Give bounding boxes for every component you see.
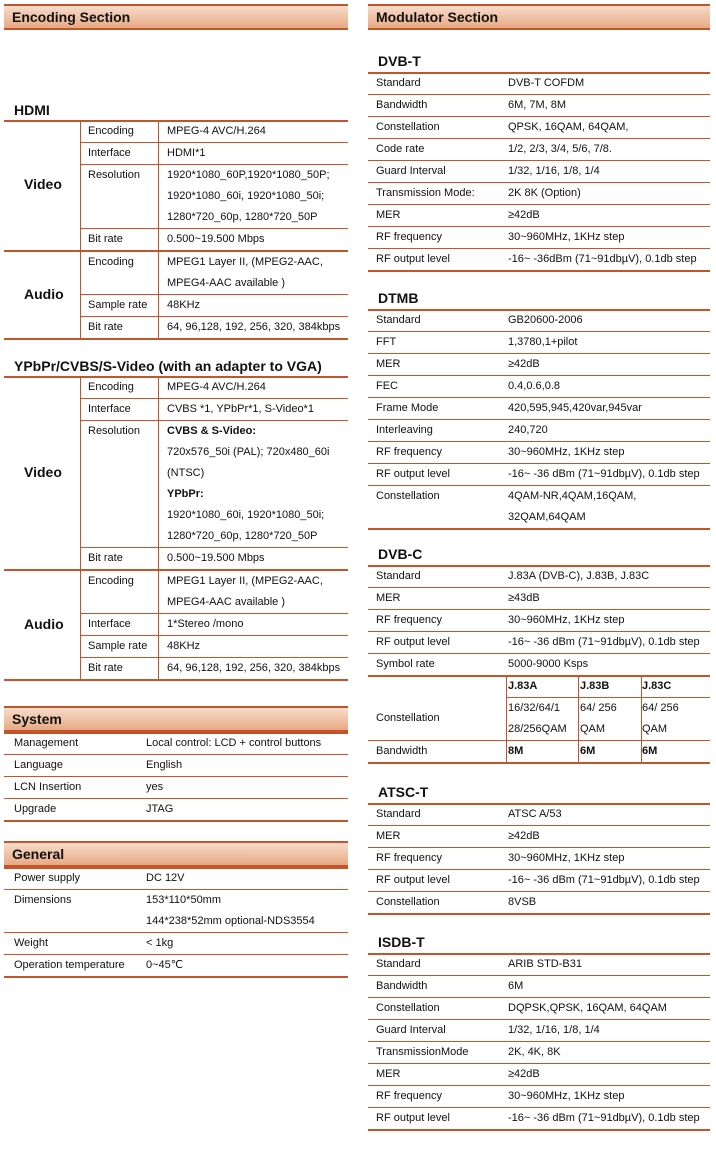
- dtmb-top-rule: [368, 309, 710, 311]
- isdbt-row-divider: [368, 1019, 710, 1020]
- ypbpr-video-value: (NTSC): [167, 467, 205, 479]
- ypbpr-video-value: MPEG-4 AVC/H.264: [167, 381, 266, 393]
- dvbc-key: RF output level: [376, 636, 450, 648]
- isdbt-value: ≥42dB: [508, 1068, 540, 1080]
- ypbpr-audio-value: MPEG4-AAC available ): [167, 596, 285, 608]
- dvbc-value: 30~960MHz, 1KHz step: [508, 614, 625, 626]
- hdmi-bottom-rule: [4, 338, 348, 340]
- ypbpr-video-value: 720x576_50i (PAL); 720x480_60i: [167, 446, 330, 458]
- dvbt-value: ≥42dB: [508, 209, 540, 221]
- dvbt-row-divider: [368, 138, 710, 139]
- hdmi-audio-value: 48KHz: [167, 299, 201, 311]
- dtmb-value: ≥42dB: [508, 358, 540, 370]
- ypbpr-video-value: 1280*720_60p, 1280*720_50P: [167, 530, 318, 542]
- dvbc-bandwidth-value: 6M: [580, 745, 596, 757]
- dtmb-key: Interleaving: [376, 424, 433, 436]
- general-key: Operation temperature: [14, 959, 125, 971]
- ypbpr-col-divider: [80, 376, 81, 569]
- dvbc-constellation-value: 16/32/64/1: [508, 702, 560, 714]
- dtmb-row-divider: [368, 485, 710, 486]
- dtmb-row-divider: [368, 419, 710, 420]
- ypbpr-video-label: Video: [24, 463, 62, 480]
- general-value: 153*110*50mm: [146, 894, 222, 906]
- hdmi-audio-key: Sample rate: [88, 299, 148, 311]
- ypbpr-video-key: Interface: [88, 403, 131, 415]
- atsc-row-divider: [368, 847, 710, 848]
- dvbt-value: QPSK, 16QAM, 64QAM,: [508, 121, 629, 133]
- dvbc-value: -16~ -36 dBm (71~91dbµV), 0.1db step: [508, 636, 700, 648]
- ypbpr-video-value: CVBS *1, YPbPr*1, S-Video*1: [167, 403, 314, 415]
- hdmi-title: HDMI: [14, 102, 50, 118]
- hdmi-video-key: Resolution: [88, 169, 140, 181]
- dvbt-value: 1/2, 2/3, 3/4, 5/6, 7/8.: [508, 143, 612, 155]
- ypbpr-video-key: Resolution: [88, 425, 140, 437]
- atsc-key: RF output level: [376, 874, 450, 886]
- atsc-value: ≥42dB: [508, 830, 540, 842]
- dvbt-row-divider: [368, 94, 710, 95]
- dvbt-key: Bandwidth: [376, 99, 428, 111]
- isdbt-value: 30~960MHz, 1KHz step: [508, 1090, 625, 1102]
- hdmi-col-divider: [158, 251, 159, 338]
- system-section-header: System: [4, 706, 348, 732]
- ypbpr-audio-label: Audio: [24, 615, 64, 632]
- isdbt-key: TransmissionMode: [376, 1046, 469, 1058]
- hdmi-video-value: 0.500~19.500 Mbps: [167, 233, 265, 245]
- dvbc-value: J.83A (DVB-C), J.83B, J.83C: [508, 570, 650, 582]
- general-value: 144*238*52mm optional-NDS3554: [146, 915, 315, 927]
- dtmb-key: FFT: [376, 336, 397, 348]
- dvbc-constellation-key: Constellation: [376, 712, 440, 724]
- dvbc-constellation-value: QAM: [642, 723, 668, 735]
- hdmi-video-value: 1920*1080_60P,1920*1080_50P;: [167, 169, 330, 181]
- system-row-divider: [4, 754, 348, 755]
- isdbt-row-divider: [368, 975, 710, 976]
- hdmi-row-divider: [80, 228, 348, 229]
- ypbpr-audio-key: Encoding: [88, 575, 134, 587]
- dvbt-value: 2K 8K (Option): [508, 187, 581, 199]
- hdmi-row-divider: [80, 294, 348, 295]
- dtmb-key: RF frequency: [376, 446, 443, 458]
- ypbpr-title: YPbPr/CVBS/S-Video (with an adapter to VGA): [14, 358, 322, 374]
- dvbt-top-rule: [368, 72, 710, 74]
- atsc-key: RF frequency: [376, 852, 443, 864]
- dvbc-constellation-value: QAM: [580, 723, 606, 735]
- dvbt-key: RF output level: [376, 253, 450, 265]
- encoding-section-header: Encoding Section: [4, 4, 348, 30]
- hdmi-video-key: Bit rate: [88, 233, 123, 245]
- hdmi-video-value: 1280*720_60p, 1280*720_50P: [167, 211, 318, 223]
- isdbt-top-rule: [368, 953, 710, 955]
- ypbpr-audio-value: MPEG1 Layer II, (MPEG2-AAC,: [167, 575, 323, 587]
- hdmi-row-divider: [80, 142, 348, 143]
- system-key: LCN Insertion: [14, 781, 82, 793]
- general-row-divider: [4, 954, 348, 955]
- dtmb-title: DTMB: [378, 290, 419, 306]
- dtmb-value: -16~ -36 dBm (71~91dbµV), 0.1db step: [508, 468, 700, 480]
- dvbc-row-divider: [368, 587, 710, 588]
- atsc-row-divider: [368, 891, 710, 892]
- dtmb-row-divider: [368, 331, 710, 332]
- isdbt-row-divider: [368, 1107, 710, 1108]
- hdmi-row-divider: [80, 164, 348, 165]
- ypbpr-bottom-rule: [4, 679, 348, 681]
- dvbc-row-divider: [368, 740, 710, 741]
- isdbt-row-divider: [368, 1063, 710, 1064]
- dtmb-row-divider: [368, 353, 710, 354]
- ypbpr-video-key: Bit rate: [88, 552, 123, 564]
- ypbpr-video-value: CVBS & S-Video:: [167, 425, 257, 437]
- dvbt-key: Guard Interval: [376, 165, 446, 177]
- isdbt-value: DQPSK,QPSK, 16QAM, 64QAM: [508, 1002, 667, 1014]
- general-row-divider: [4, 889, 348, 890]
- dvbt-value: 1/32, 1/16, 1/8, 1/4: [508, 165, 600, 177]
- dtmb-key: MER: [376, 358, 401, 370]
- dvbt-row-divider: [368, 116, 710, 117]
- dvbc-bandwidth-key: Bandwidth: [376, 745, 428, 757]
- dvbc-key: Standard: [376, 570, 421, 582]
- dvbt-row-divider: [368, 248, 710, 249]
- hdmi-video-key: Encoding: [88, 125, 134, 137]
- dvbc-top-rule: [368, 565, 710, 567]
- isdbt-value: 2K, 4K, 8K: [508, 1046, 561, 1058]
- ypbpr-video-value: YPbPr:: [167, 488, 204, 500]
- isdbt-value: ARIB STD-B31: [508, 958, 582, 970]
- dvbt-row-divider: [368, 204, 710, 205]
- dtmb-value: 1,3780,1+pilot: [508, 336, 578, 348]
- dvbt-key: Constellation: [376, 121, 440, 133]
- ypbpr-audio-value: 1*Stereo /mono: [167, 618, 244, 630]
- isdbt-key: MER: [376, 1068, 401, 1080]
- dvbc-value: ≥43dB: [508, 592, 540, 604]
- dvbt-row-divider: [368, 160, 710, 161]
- dvbc-constellation-value: 28/256QAM: [508, 723, 567, 735]
- dtmb-row-divider: [368, 441, 710, 442]
- dtmb-value: 4QAM-NR,4QAM,16QAM,: [508, 490, 637, 502]
- ypbpr-audio-value: 48KHz: [167, 640, 201, 652]
- ypbpr-audio-key: Sample rate: [88, 640, 148, 652]
- ypbpr-row-divider: [80, 398, 348, 399]
- system-key: Management: [14, 737, 79, 749]
- hdmi-top-rule: [4, 120, 348, 122]
- ypbpr-video-key: Encoding: [88, 381, 134, 393]
- hdmi-row-divider: [80, 316, 348, 317]
- isdbt-key: Standard: [376, 958, 421, 970]
- hdmi-col-divider: [80, 251, 81, 338]
- dvbt-value: DVB-T COFDM: [508, 77, 585, 89]
- ypbpr-row-divider: [80, 613, 348, 614]
- dvbt-value: 6M, 7M, 8M: [508, 99, 567, 111]
- dvbt-key: Code rate: [376, 143, 425, 155]
- general-top-rule: [4, 867, 348, 869]
- dtmb-value: 30~960MHz, 1KHz step: [508, 446, 625, 458]
- isdbt-key: RF output level: [376, 1112, 450, 1124]
- system-top-rule: [4, 732, 348, 734]
- hdmi-audio-value: MPEG4-AAC available ): [167, 277, 285, 289]
- dtmb-key: Standard: [376, 314, 421, 326]
- dvbt-title: DVB-T: [378, 53, 421, 69]
- general-value: < 1kg: [146, 937, 174, 949]
- dvbc-constellation-value: 64/ 256: [642, 702, 679, 714]
- atsc-key: Constellation: [376, 896, 440, 908]
- dvbt-bottom-rule: [368, 270, 710, 272]
- ypbpr-audio-key: Interface: [88, 618, 131, 630]
- dtmb-key: Frame Mode: [376, 402, 439, 414]
- dvbt-value: -16~ -36dBm (71~91dbµV), 0.1db step: [508, 253, 697, 265]
- hdmi-col-divider: [80, 120, 81, 250]
- system-value: yes: [146, 781, 164, 793]
- dvbt-value: 30~960MHz, 1KHz step: [508, 231, 625, 243]
- atsc-row-divider: [368, 869, 710, 870]
- general-key: Weight: [14, 937, 49, 949]
- hdmi-video-label: Video: [24, 176, 62, 192]
- system-value: English: [146, 759, 183, 771]
- dvbt-key: RF frequency: [376, 231, 443, 243]
- system-bottom-rule: [4, 820, 348, 822]
- ypbpr-col-divider: [158, 376, 159, 569]
- dtmb-row-divider: [368, 375, 710, 376]
- system-key: Language: [14, 759, 63, 771]
- dvbc-bandwidth-value: 8M: [508, 745, 524, 757]
- isdbt-row-divider: [368, 997, 710, 998]
- general-value: DC 12V: [146, 872, 185, 884]
- ypbpr-col-divider: [158, 570, 159, 679]
- isdbt-title: ISDB-T: [378, 934, 425, 950]
- general-section-header: General: [4, 841, 348, 867]
- general-row-divider: [4, 932, 348, 933]
- dvbc-key: RF frequency: [376, 614, 443, 626]
- hdmi-audio-key: Encoding: [88, 256, 134, 268]
- dvbc-col-divider: [506, 675, 507, 762]
- dvbc-row-divider: [368, 609, 710, 610]
- dtmb-key: Constellation: [376, 490, 440, 502]
- dtmb-value: 240,720: [508, 424, 548, 436]
- ypbpr-video-value: 1920*1080_60i, 1920*1080_50i;: [167, 509, 325, 521]
- ypbpr-group-divider: [4, 569, 348, 571]
- isdbt-key: Guard Interval: [376, 1024, 446, 1036]
- dvbt-key: MER: [376, 209, 401, 221]
- ypbpr-row-divider: [80, 420, 348, 421]
- dvbc-standard-header: J.83B: [580, 680, 610, 692]
- isdbt-value: -16~ -36 dBm (71~91dbµV), 0.1db step: [508, 1112, 700, 1124]
- dtmb-value: 420,595,945,420var,945var: [508, 402, 642, 414]
- hdmi-group-divider: [4, 250, 348, 252]
- isdbt-row-divider: [368, 1041, 710, 1042]
- dvbt-row-divider: [368, 182, 710, 183]
- dvbc-constellation-value: 64/ 256: [580, 702, 617, 714]
- modulator-section-header: Modulator Section: [368, 4, 710, 30]
- ypbpr-audio-value: 64, 96,128, 192, 256, 320, 384kbps: [167, 662, 341, 674]
- dtmb-row-divider: [368, 463, 710, 464]
- dvbc-bottom-rule: [368, 675, 710, 677]
- dvbc-bandwidth-value: 6M: [642, 745, 658, 757]
- dvbc-row-divider: [368, 631, 710, 632]
- dvbc-col-divider: [641, 675, 642, 762]
- dvbc-standard-header: J.83A: [508, 680, 538, 692]
- dvbc-row-divider: [368, 653, 710, 654]
- dvbc-col-divider: [578, 675, 579, 762]
- dtmb-value: 32QAM,64QAM: [508, 511, 586, 523]
- ypbpr-video-value: 0.500~19.500 Mbps: [167, 552, 265, 564]
- system-value: JTAG: [146, 803, 174, 815]
- system-row-divider: [4, 798, 348, 799]
- atsc-value: 8VSB: [508, 896, 537, 908]
- dvbc-value: 5000-9000 Ksps: [508, 658, 589, 670]
- atsc-row-divider: [368, 825, 710, 826]
- dvbc-row-divider: [506, 697, 710, 698]
- dvbc-standard-header: J.83C: [642, 680, 672, 692]
- dtmb-bottom-rule: [368, 528, 710, 530]
- atsc-key: MER: [376, 830, 401, 842]
- system-row-divider: [4, 776, 348, 777]
- hdmi-audio-label: Audio: [24, 285, 64, 302]
- dvbt-row-divider: [368, 226, 710, 227]
- atsc-top-rule: [368, 803, 710, 805]
- isdbt-value: 1/32, 1/16, 1/8, 1/4: [508, 1024, 600, 1036]
- hdmi-audio-value: MPEG1 Layer II, (MPEG2-AAC,: [167, 256, 323, 268]
- ypbpr-top-rule: [4, 376, 348, 378]
- dvbc-key: MER: [376, 592, 401, 604]
- dtmb-key: RF output level: [376, 468, 450, 480]
- dvbc-title: DVB-C: [378, 546, 423, 562]
- dvbc-key: Symbol rate: [376, 658, 435, 670]
- atsc-key: Standard: [376, 808, 421, 820]
- ypbpr-row-divider: [80, 657, 348, 658]
- isdbt-key: Bandwidth: [376, 980, 428, 992]
- isdbt-row-divider: [368, 1085, 710, 1086]
- atsc-value: 30~960MHz, 1KHz step: [508, 852, 625, 864]
- hdmi-video-value: HDMI*1: [167, 147, 206, 159]
- isdbt-bottom-rule: [368, 1129, 710, 1131]
- ypbpr-audio-key: Bit rate: [88, 662, 123, 674]
- hdmi-video-value: 1920*1080_60i, 1920*1080_50i;: [167, 190, 325, 202]
- atsc-value: -16~ -36 dBm (71~91dbµV), 0.1db step: [508, 874, 700, 886]
- dtmb-row-divider: [368, 397, 710, 398]
- dvbc-bottom-rule: [368, 762, 710, 764]
- hdmi-audio-value: 64, 96,128, 192, 256, 320, 384kbps: [167, 321, 341, 333]
- dvbt-key: Standard: [376, 77, 421, 89]
- atsc-bottom-rule: [368, 913, 710, 915]
- dtmb-key: FEC: [376, 380, 398, 392]
- hdmi-video-key: Interface: [88, 147, 131, 159]
- general-key: Dimensions: [14, 894, 72, 906]
- hdmi-video-value: MPEG-4 AVC/H.264: [167, 125, 266, 137]
- isdbt-key: RF frequency: [376, 1090, 443, 1102]
- ypbpr-col-divider: [80, 570, 81, 679]
- hdmi-col-divider: [158, 120, 159, 250]
- dvbt-key: Transmission Mode:: [376, 187, 475, 199]
- dtmb-value: GB20600-2006: [508, 314, 583, 326]
- general-value: 0~45℃: [146, 959, 184, 971]
- atsc-value: ATSC A/53: [508, 808, 562, 820]
- hdmi-audio-key: Bit rate: [88, 321, 123, 333]
- isdbt-key: Constellation: [376, 1002, 440, 1014]
- general-bottom-rule: [4, 976, 348, 978]
- ypbpr-row-divider: [80, 547, 348, 548]
- general-key: Power supply: [14, 872, 81, 884]
- dtmb-value: 0.4,0.6,0.8: [508, 380, 560, 392]
- atsc-title: ATSC-T: [378, 784, 429, 800]
- ypbpr-row-divider: [80, 635, 348, 636]
- system-key: Upgrade: [14, 803, 57, 815]
- system-value: Local control: LCD + control buttons: [146, 737, 322, 749]
- isdbt-value: 6M: [508, 980, 524, 992]
